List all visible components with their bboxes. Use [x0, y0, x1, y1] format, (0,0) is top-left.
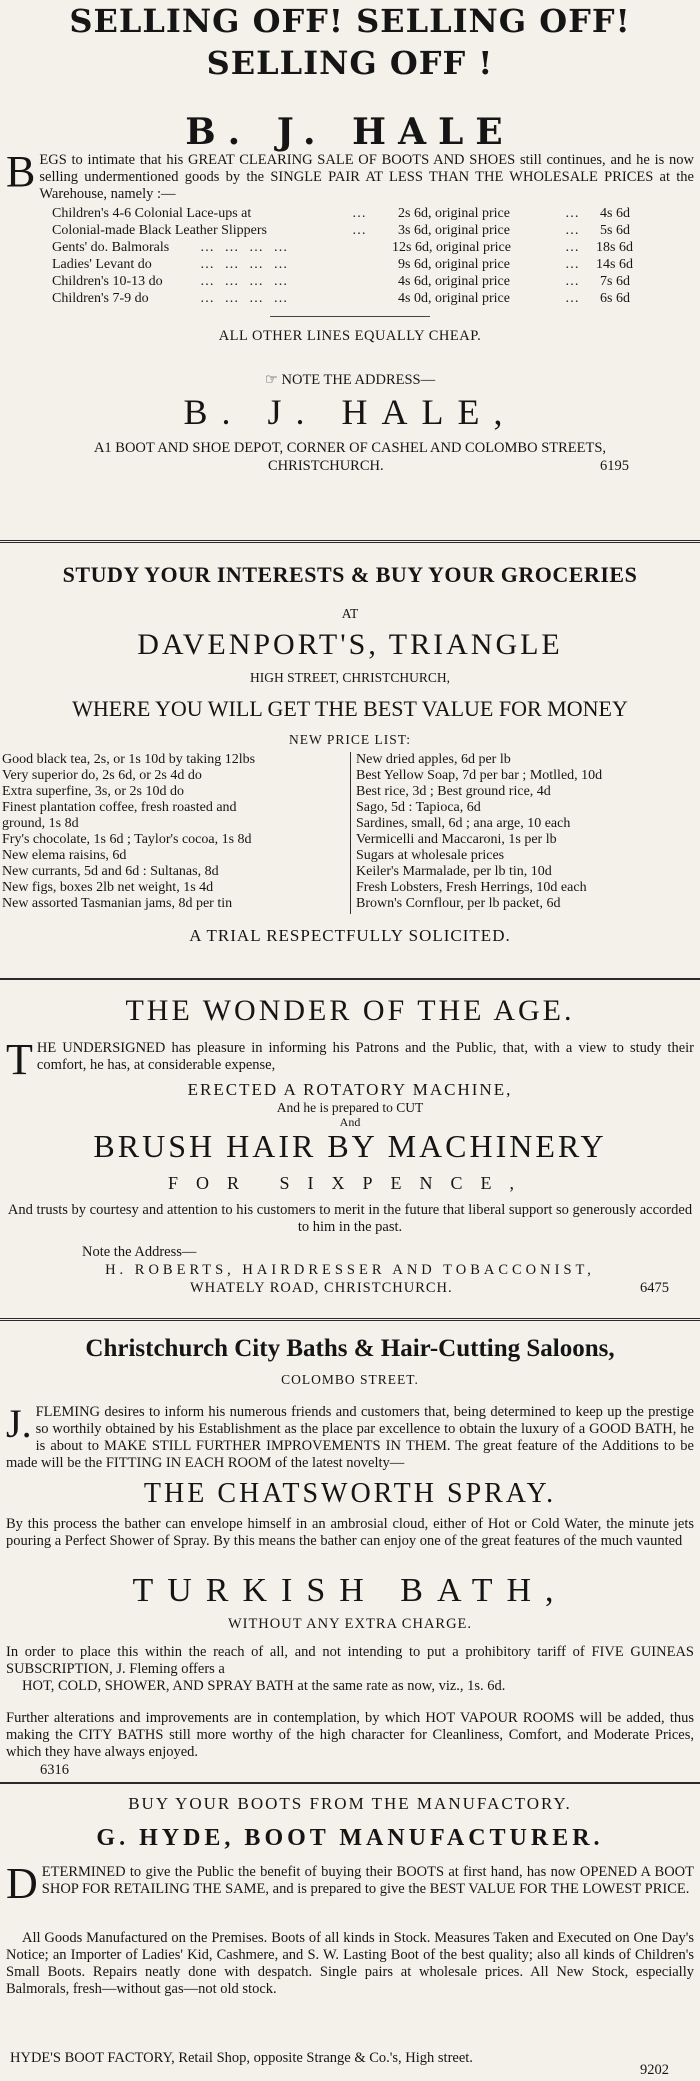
item-original-price: 5s 6d — [600, 223, 630, 238]
hale-address-2: CHRISTCHURCH. — [268, 458, 384, 474]
davenport-advertisement — [0, 548, 700, 968]
roberts-sixpence: FOR SIXPENCE, — [167, 1173, 533, 1193]
item-price: 2s 6d, original price — [398, 206, 510, 221]
grocery-item: Good black tea, 2s, or 1s 10d by taking 12lbs — [2, 752, 256, 767]
grocery-item: Vermicelli and Maccaroni, 1s per lb — [356, 832, 557, 847]
baths-advertisement — [0, 1326, 700, 1856]
hale-address-1: A1 BOOT AND SHOE DEPOT, CORNER OF CASHEL AND COLOMBO STREETS, — [93, 440, 607, 456]
divider — [0, 1318, 700, 1321]
baths-without: WITHOUT ANY EXTRA CHARGE. — [227, 1616, 473, 1632]
baths-intro — [6, 1401, 694, 1472]
grocery-item: Finest plantation coffee, fresh roasted and — [2, 800, 237, 815]
hyde-advertisement — [0, 1788, 700, 2078]
divider — [270, 316, 430, 317]
hyde-name: G. HYDE, BOOT MANUFACTURER. — [96, 1825, 604, 1851]
roberts-address-2: WHATELY ROAD, CHRISTCHURCH. — [190, 1280, 453, 1296]
baths-ref: 6316 — [40, 1762, 69, 1778]
roberts-address-1: H. ROBERTS, HAIRDRESSER AND TOBACCONIST, — [105, 1262, 595, 1278]
item-original-price: 6s 6d — [600, 291, 630, 306]
hyde-drop-cap: D — [6, 1859, 38, 1908]
hale-ref: 6195 — [600, 458, 629, 474]
grocery-item: Fry's chocolate, 1s 6d ; Taylor's cocoa, 1s 8d — [2, 832, 252, 847]
hyde-body: All Goods Manufactured on the Premises. Boots of all kinds in Stock. Measures Taken and Executed on One Day's Notice; an Importer of Ladies' Kid, Cashmere, and S. W. Lasting Boot of the best quality; also all kinds of Children's Small Boots. Repairs neatly done with despatch. Single pairs at wholesale prices. All New Stock, especially Balmorals, fresh—without gas—not old stock. — [6, 1930, 694, 1997]
hale-name-large: B. J. HALE, — [183, 392, 517, 432]
item-price: 9s 6d, original price — [398, 257, 510, 272]
item-original-price: 7s 6d — [600, 274, 630, 289]
hale-intro-text: EGS to intimate that his GREAT CLEARING SALE OF BOOTS AND SHOES still continues, and he is now selling undermentioned goods by the SINGLE PAIR AT LESS THAN THE WHOLESALE PRICES at the Warehouse, namely :— — [39, 152, 694, 202]
item-name: Gents' do. Balmorals — [52, 240, 170, 255]
roberts-intro-text: HE UNDERSIGNED has pleasure in informing his Patrons and the Public, that, with a view to study their comfort, he has, at considerable expense, — [36, 1040, 694, 1073]
grocery-item: Very superior do, 2s 6d, or 2s 4d do — [2, 768, 202, 783]
hale-headline-1: SELLING OFF! SELLING OFF! — [69, 2, 631, 40]
hale-intro — [6, 147, 694, 203]
hyde-intro-text: ETERMINED to give the Public the benefit of buying their BOOTS at first hand, has now OPENED A BOOT SHOP FOR RETAILING THE SAME, and is prepared to give the BEST VALUE FOR THE LOWEST PRICE. — [41, 1864, 694, 1897]
roberts-ref: 6475 — [640, 1280, 669, 1296]
hyde-intro — [6, 1859, 694, 1908]
davenport-street: HIGH STREET, CHRISTCHURCH, — [249, 670, 450, 685]
roberts-advertisement — [0, 984, 700, 1312]
baths-turkish: TURKISH BATH, — [132, 1572, 568, 1609]
grocery-item: Sugars at wholesale prices — [356, 848, 505, 863]
grocery-item: Fresh Lobsters, Fresh Herrings, 10d each — [356, 880, 587, 895]
column-divider — [350, 752, 351, 914]
grocery-item: New currants, 5d and 6d : Sultanas, 8d — [2, 864, 219, 879]
baths-further: Further alterations and improvements are in contemplation, by which HOT VAPOUR ROOMS will be added, thus making the CITY BATHS still more worthy of the high character for Cleanliness, Comfort, and Moderate Prices, which they have always enjoyed. — [6, 1710, 694, 1760]
hale-headline-2: SELLING OFF ! — [206, 44, 494, 82]
roberts-brush: BRUSH HAIR BY MACHINERY — [93, 1128, 607, 1164]
hale-note: ☞ NOTE THE ADDRESS— — [264, 372, 436, 388]
roberts-trusts: And trusts by courtesy and attention to his customers to merit in the future that liberal support so generously accorded to him in the past. — [7, 1202, 693, 1235]
item-original-price: 4s 6d — [600, 206, 630, 221]
item-original-price: 18s 6d — [596, 240, 633, 255]
roberts-intro — [6, 1035, 694, 1084]
baths-spray: THE CHATSWORTH SPRAY. — [143, 1478, 557, 1509]
item-name: Colonial-made Black Leather Slippers — [52, 223, 267, 238]
davenport-name: DAVENPORT'S, TRIANGLE — [137, 628, 563, 661]
item-name: Children's 7-9 do — [52, 291, 149, 306]
hale-name-banner: B. J. HALE — [185, 111, 515, 153]
grocery-item: Brown's Cornflour, per lb packet, 6d — [356, 896, 561, 911]
grocery-item: Keiler's Marmalade, per lb tin, 10d — [356, 864, 552, 879]
hale-advertisement: SELLING OFF! SELLING OFF! SELLING OFF ! B. J. HALE BEGS to intimate that his GREAT CLEARING SALE OF BOOTS AND SHOES still continues, and he is now selling undermentioned goods by the SINGLE PAIR AT LESS THAN THE WHOLESALE PRICES at the Warehouse, namely :— Children's 4-6 Colonial Lace-ups at … 2s 6d, original price … 4s 6d Colonial-made Black Leather Slippers … 3s 6d, original price … 5s 6d Gents' do. Balmorals … … … … 12s 6d, original price … 18s 6d Ladies' Levant do … … … … 9s 6d, original price … 14s 6d Children's 10-13 do … … … … 4s 6d, original price … 7s 6d Children's 7-9 do … … … … 4s 0d, original price … 6s 6d ALL OTHER LINES EQUALLY CHEAP. ☞ NOTE THE ADDRESS— B. J. HALE, A1 BOOT AND SHOE DEPOT, CORNER OF CASHEL AND COLOMBO STREETS, CHRISTCHURCH. 6195 — [0, 0, 700, 500]
grocery-item: Sardines, small, 6d ; ana arge, 10 each — [356, 816, 571, 831]
hale-drop-cap: B — [6, 147, 36, 196]
grocery-item: New elema raisins, 6d — [2, 848, 127, 863]
grocery-item: Best rice, 3d ; Best ground rice, 4d — [356, 784, 551, 799]
grocery-item: Best Yellow Soap, 7d per bar ; Motlled, 10d — [356, 768, 603, 783]
grocery-item: New dried apples, 6d per lb — [356, 752, 511, 767]
item-price: 4s 0d, original price — [398, 291, 510, 306]
divider — [0, 540, 700, 543]
grocery-item: Extra superfine, 3s, or 2s 10d do — [2, 784, 184, 799]
baths-drop-cap: J. — [6, 1401, 32, 1446]
item-price: 3s 6d, original price — [398, 223, 510, 238]
baths-headline: Christchurch City Baths & Hair-Cutting Saloons, — [85, 1335, 615, 1362]
roberts-erected: ERECTED A ROTATORY MACHINE, — [187, 1080, 513, 1099]
davenport-headline: STUDY YOUR INTERESTS & BUY YOUR GROCERIES — [62, 562, 638, 587]
baths-spray-text: By this process the bather can envelope himself in an ambrosial cloud, either of Hot or Cold Water, the minute jets pouring a Perfect Shower of Spray. By this means the bather can enjoy one of the great features of the much vaunted — [6, 1516, 694, 1549]
item-name: Children's 4-6 Colonial Lace-ups at — [52, 206, 252, 221]
grocery-item: Sago, 5d : Tapioca, 6d — [356, 800, 481, 815]
hale-all-other: ALL OTHER LINES EQUALLY CHEAP. — [218, 328, 482, 344]
divider — [0, 978, 700, 980]
item-name: Ladies' Levant do — [52, 257, 152, 272]
item-original-price: 14s 6d — [596, 257, 633, 272]
davenport-at: AT — [341, 606, 359, 621]
hyde-ref: 9202 — [640, 2062, 669, 2078]
davenport-slogan: WHERE YOU WILL GET THE BEST VALUE FOR MONEY — [72, 696, 628, 721]
baths-street: COLOMBO STREET. — [281, 1372, 419, 1387]
roberts-prepared: And he is prepared to CUT — [276, 1100, 424, 1115]
roberts-drop-cap: T — [6, 1035, 33, 1084]
grocery-item: ground, 1s 8d — [2, 816, 79, 831]
davenport-list-title: NEW PRICE LIST: — [288, 732, 412, 747]
grocery-item: New assorted Tasmanian jams, 8d per tin — [2, 896, 233, 911]
baths-offer: HOT, COLD, SHOWER, AND SPRAY BATH at the same rate as now, viz., 1s. 6d. — [22, 1678, 506, 1694]
grocery-item: New figs, boxes 2lb net weight, 1s 4d — [2, 880, 214, 895]
divider — [0, 1782, 700, 1784]
roberts-and: And — [339, 1115, 361, 1129]
item-name: Children's 10-13 do — [52, 274, 163, 289]
baths-reach: In order to place this within the reach of all, and not intending to put a prohibitory tariff of FIVE GUINEAS SUBSCRIPTION, J. Fleming offers a — [6, 1644, 694, 1677]
roberts-note: Note the Address— — [82, 1244, 197, 1260]
baths-intro-text: FLEMING desires to inform his numerous friends and customers that, being determined to keep up the prestige so worthily obtained by his Establishment as the place par excellence to obtain the luxury of a GOOD BATH, he is about to MAKE STILL FURTHER IMPROVEMENTS IN THEM. The great feature of the Additions to be made will be the FITTING IN EACH ROOM of the latest novelty— — [6, 1404, 694, 1471]
davenport-closing: A TRIAL RESPECTFULLY SOLICITED. — [189, 926, 511, 945]
item-price: 4s 6d, original price — [398, 274, 510, 289]
roberts-headline: THE WONDER OF THE AGE. — [125, 994, 575, 1027]
hyde-headline: BUY YOUR BOOTS FROM THE MANUFACTORY. — [128, 1794, 572, 1813]
item-price: 12s 6d, original price — [392, 240, 511, 255]
hyde-footer: HYDE'S BOOT FACTORY, Retail Shop, opposite Strange & Co.'s, High street. — [10, 2050, 473, 2066]
